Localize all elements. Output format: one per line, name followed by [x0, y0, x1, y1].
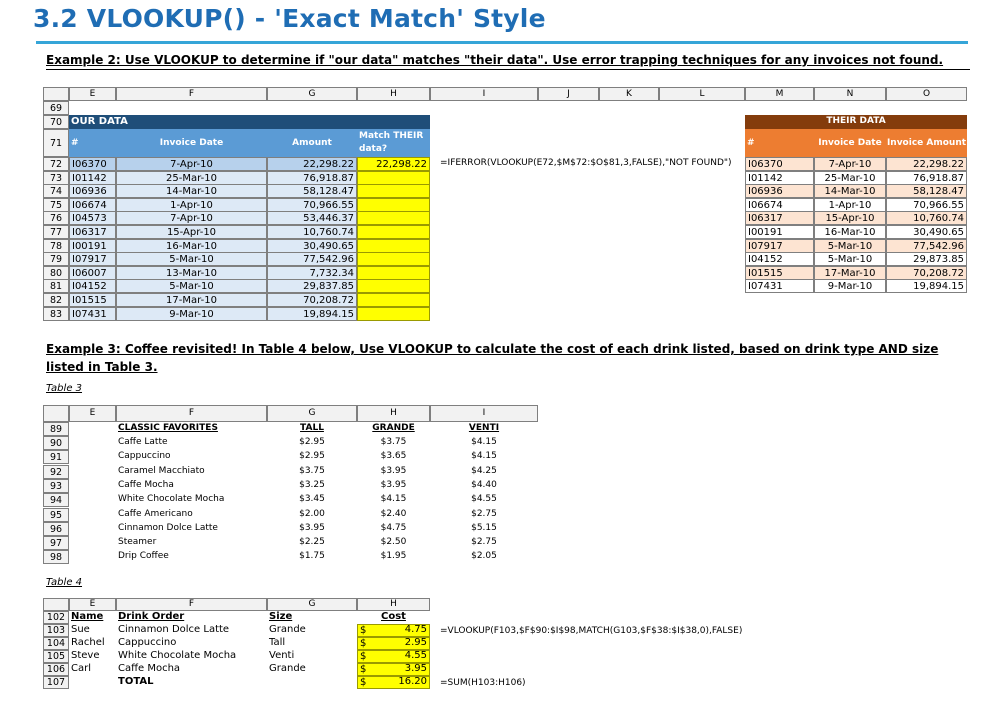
t3-col-header-e[interactable]: E [69, 405, 116, 422]
price-grande[interactable]: $4.15 [380, 494, 407, 505]
our-amount[interactable]: 22,298.22 [267, 157, 357, 171]
row-number[interactable]: 80 [43, 266, 69, 280]
their-invoice-amount[interactable]: 77,542.96 [886, 239, 967, 253]
price-venti[interactable]: $4.25 [471, 465, 497, 476]
t4-col-header-e[interactable]: E [69, 598, 116, 611]
order-cost: 4.75 [404, 624, 427, 635]
order-cost: 3.95 [404, 663, 427, 674]
their-header-amount[interactable]: Invoice Amount [886, 129, 967, 157]
order-drink[interactable]: White Chocolate Mocha [118, 650, 237, 661]
their-invoice-num[interactable]: I04152 [745, 252, 814, 266]
row-number[interactable]: 98 [43, 550, 69, 564]
their-invoice-num[interactable]: I06317 [745, 211, 814, 225]
row-number[interactable]: 95 [43, 508, 69, 522]
price-venti[interactable]: $2.05 [471, 551, 497, 562]
our-amount[interactable]: 7,732.34 [267, 266, 357, 280]
price-tall[interactable]: $1.75 [299, 551, 325, 562]
price-grande[interactable]: $3.95 [380, 479, 407, 490]
example3-heading-line2: listed in Table 3. [46, 360, 158, 374]
their-invoice-date[interactable]: 17-Mar-10 [814, 266, 886, 280]
their-invoice-amount[interactable]: 76,918.87 [886, 171, 967, 185]
their-invoice-amount[interactable]: 19,894.15 [886, 279, 967, 293]
drink-name[interactable]: Caffe Latte [118, 437, 168, 447]
row-number[interactable]: 92 [43, 465, 69, 479]
row-number[interactable]: 103 [43, 624, 69, 637]
order-drink[interactable]: Cinnamon Dolce Latte [118, 624, 230, 635]
row-number[interactable]: 97 [43, 536, 69, 550]
match-cell[interactable] [357, 211, 430, 225]
col-header-e[interactable]: E [69, 87, 116, 101]
row-number[interactable]: 93 [43, 479, 69, 493]
row-number[interactable]: 79 [43, 252, 69, 266]
drink-name[interactable]: Drip Coffee [118, 551, 169, 562]
row-number[interactable]: 72 [43, 157, 69, 171]
our-amount[interactable]: 30,490.65 [267, 239, 357, 253]
t4-header-size[interactable]: Size [269, 611, 293, 622]
row-number[interactable]: 96 [43, 522, 69, 536]
col-header-l[interactable]: L [659, 87, 745, 101]
price-grande[interactable]: $3.75 [380, 437, 407, 447]
row-number[interactable]: 74 [43, 184, 69, 198]
price-venti[interactable]: $2.75 [471, 537, 497, 548]
t3-header-name[interactable]: CLASSIC FAVORITES [118, 423, 218, 433]
row-number[interactable]: 91 [43, 450, 69, 464]
our-invoice-num[interactable]: I04573 [69, 211, 116, 225]
our-invoice-num[interactable]: I06674 [69, 198, 116, 212]
our-invoice-num[interactable]: I06936 [69, 184, 116, 198]
their-invoice-amount[interactable]: 70,966.55 [886, 198, 967, 212]
row-number[interactable]: 73 [43, 171, 69, 185]
their-invoice-date[interactable]: 14-Mar-10 [814, 184, 886, 198]
drink-name[interactable]: Cappuccino [118, 451, 171, 462]
their-invoice-amount[interactable]: 22,298.22 [886, 157, 967, 171]
col-header-j[interactable]: J [538, 87, 599, 101]
drink-name[interactable]: Steamer [118, 537, 157, 548]
match-cell[interactable] [357, 198, 430, 212]
our-invoice-num[interactable]: I04152 [69, 279, 116, 293]
t4-header-cost[interactable]: Cost [381, 611, 406, 622]
col-header-k[interactable]: K [599, 87, 659, 101]
t3-col-header-g[interactable]: G [267, 405, 357, 422]
our-invoice-date[interactable]: 15-Apr-10 [116, 225, 267, 239]
our-invoice-num[interactable]: I07917 [69, 252, 116, 266]
our-invoice-num[interactable]: I07431 [69, 307, 116, 321]
total-cost: 16.20 [398, 676, 427, 687]
match-cell[interactable] [357, 239, 430, 253]
price-tall[interactable]: $2.95 [299, 437, 325, 447]
t4-col-header-h[interactable]: H [357, 598, 430, 611]
order-name[interactable]: Steve [71, 650, 100, 661]
col-header-h[interactable]: H [357, 87, 430, 101]
row-number[interactable]: 102 [43, 611, 69, 624]
price-tall[interactable]: $2.00 [299, 508, 325, 519]
our-amount[interactable]: 29,837.85 [267, 279, 357, 293]
their-invoice-amount[interactable]: 70,208.72 [886, 266, 967, 280]
order-drink[interactable]: Cappuccino [118, 637, 177, 648]
corner-cell[interactable] [43, 87, 69, 101]
row-number[interactable]: 104 [43, 637, 69, 650]
match-cell[interactable] [357, 293, 430, 307]
drink-name[interactable]: Caffe Americano [118, 508, 193, 519]
their-invoice-num[interactable]: I01515 [745, 266, 814, 280]
row-number[interactable]: 71 [43, 129, 69, 157]
our-invoice-date[interactable]: 14-Mar-10 [116, 184, 267, 198]
order-cost: 4.55 [404, 650, 427, 661]
drink-name[interactable]: White Chocolate Mocha [118, 494, 225, 505]
price-venti[interactable]: $4.15 [471, 451, 497, 462]
price-tall[interactable]: $3.75 [299, 465, 325, 476]
cost-formula: =VLOOKUP(F103,$F$90:$I$98,MATCH(G103,$F$38:$I$38,0),FALSE) [440, 626, 743, 636]
their-invoice-num[interactable]: I06674 [745, 198, 814, 212]
their-invoice-num[interactable]: I06370 [745, 157, 814, 171]
price-tall[interactable]: $2.95 [299, 451, 325, 462]
our-invoice-date[interactable]: 16-Mar-10 [116, 239, 267, 253]
our-data-title[interactable]: OUR DATA [69, 115, 430, 129]
order-cost-currency[interactable]: $ [357, 650, 430, 663]
their-invoice-date[interactable]: 1-Apr-10 [814, 198, 886, 212]
our-invoice-date[interactable]: 7-Apr-10 [116, 157, 267, 171]
our-invoice-date[interactable]: 5-Mar-10 [116, 252, 267, 266]
example2-rule [46, 69, 970, 70]
row-number[interactable]: 105 [43, 650, 69, 663]
title-rule [36, 41, 968, 44]
example2-heading: Example 2: Use VLOOKUP to determine if "our data" matches "their data". Use error trapping techniques for any invoices not found. [46, 53, 944, 67]
order-cost-currency[interactable]: $ [357, 637, 430, 650]
t4-header-order[interactable]: Drink Order [118, 611, 185, 622]
order-size[interactable]: Grande [269, 624, 306, 635]
their-invoice-date[interactable]: 25-Mar-10 [814, 171, 886, 185]
their-invoice-date[interactable]: 16-Mar-10 [814, 225, 886, 239]
match-cell[interactable] [357, 225, 430, 239]
order-name[interactable]: Carl [71, 663, 91, 674]
price-tall[interactable]: $3.45 [299, 494, 325, 505]
their-invoice-num[interactable]: I07917 [745, 239, 814, 253]
their-header-num[interactable]: # [745, 129, 814, 157]
price-grande[interactable]: $3.95 [380, 465, 407, 476]
row-number[interactable]: 69 [43, 101, 69, 115]
table4-caption: Table 4 [46, 577, 83, 588]
our-header-match[interactable]: Match THEIR data? [357, 129, 430, 157]
page-title: 3.2 VLOOKUP() - 'Exact Match' Style [33, 4, 546, 33]
their-invoice-date[interactable]: 7-Apr-10 [814, 157, 886, 171]
match-cell[interactable] [357, 307, 430, 321]
corner-cell[interactable] [43, 598, 69, 611]
match-cell[interactable] [357, 266, 430, 280]
price-tall[interactable]: $2.25 [299, 537, 325, 548]
our-invoice-date[interactable]: 9-Mar-10 [116, 307, 267, 321]
example3-heading-line1: Example 3: Coffee revisited! In Table 4 below, Use VLOOKUP to calculate the cost of each drink listed, based on drink type AND size [46, 342, 939, 356]
our-invoice-num[interactable]: I01142 [69, 171, 116, 185]
total-cost-currency[interactable]: $ [357, 676, 430, 689]
our-invoice-num[interactable]: I01515 [69, 293, 116, 307]
row-number[interactable]: 94 [43, 493, 69, 507]
t3-col-header-i[interactable]: I [430, 405, 538, 422]
price-venti[interactable]: $5.15 [471, 522, 497, 533]
match-cell[interactable] [357, 184, 430, 198]
row-number[interactable]: 90 [43, 436, 69, 450]
their-invoice-num[interactable]: I01142 [745, 171, 814, 185]
t3-col-header-f[interactable]: F [116, 405, 267, 422]
col-header-i[interactable]: I [430, 87, 538, 101]
price-grande[interactable]: $4.75 [380, 522, 407, 533]
t3-header-tall[interactable]: TALL [300, 423, 324, 433]
drink-name[interactable]: Caffe Mocha [118, 479, 174, 490]
our-amount[interactable]: 58,128.47 [267, 184, 357, 198]
our-amount[interactable]: 70,966.55 [267, 198, 357, 212]
our-header-num[interactable]: # [69, 129, 116, 157]
our-invoice-date[interactable]: 25-Mar-10 [116, 171, 267, 185]
col-header-m[interactable]: M [745, 87, 814, 101]
price-venti[interactable]: $4.40 [471, 479, 497, 490]
order-size[interactable]: Venti [269, 650, 295, 661]
order-cost-currency[interactable]: $ [357, 624, 430, 637]
row-number[interactable]: 82 [43, 293, 69, 307]
order-name[interactable]: Rachel [71, 637, 105, 648]
order-name[interactable]: Sue [71, 624, 90, 635]
drink-name[interactable]: Cinnamon Dolce Latte [118, 522, 218, 533]
row-number[interactable]: 89 [43, 422, 69, 436]
row-number[interactable]: 77 [43, 225, 69, 239]
order-cost: 2.95 [404, 637, 427, 648]
t4-col-header-f[interactable]: F [116, 598, 267, 611]
t4-header-name[interactable]: Name [71, 611, 104, 622]
our-invoice-num[interactable]: I00191 [69, 239, 116, 253]
col-header-n[interactable]: N [814, 87, 886, 101]
row-number[interactable]: 106 [43, 663, 69, 676]
row-number[interactable]: 76 [43, 211, 69, 225]
row-number[interactable]: 107 [43, 676, 69, 689]
price-grande[interactable]: $1.95 [380, 551, 407, 562]
our-header-date[interactable]: Invoice Date [116, 129, 267, 157]
our-amount[interactable]: 10,760.74 [267, 225, 357, 239]
col-header-o[interactable]: O [886, 87, 967, 101]
our-amount[interactable]: 53,446.37 [267, 211, 357, 225]
our-amount[interactable]: 19,894.15 [267, 307, 357, 321]
their-invoice-num[interactable]: I00191 [745, 225, 814, 239]
their-invoice-date[interactable]: 5-Mar-10 [814, 239, 886, 253]
price-tall[interactable]: $3.95 [299, 522, 325, 533]
their-data-title[interactable]: THEIR DATA [745, 115, 967, 129]
order-size[interactable]: Tall [269, 637, 286, 648]
corner-cell[interactable] [43, 405, 69, 422]
our-amount[interactable]: 77,542.96 [267, 252, 357, 266]
our-invoice-num[interactable]: I06317 [69, 225, 116, 239]
their-invoice-date[interactable]: 5-Mar-10 [814, 252, 886, 266]
our-invoice-date[interactable]: 7-Apr-10 [116, 211, 267, 225]
our-amount[interactable]: 70,208.72 [267, 293, 357, 307]
order-size[interactable]: Grande [269, 663, 306, 674]
total-label[interactable]: TOTAL [118, 676, 154, 687]
our-amount[interactable]: 76,918.87 [267, 171, 357, 185]
match-cell[interactable] [357, 279, 430, 293]
order-cost-currency[interactable]: $ [357, 663, 430, 676]
col-header-g[interactable]: G [267, 87, 357, 101]
t3-col-header-h[interactable]: H [357, 405, 430, 422]
their-invoice-num[interactable]: I07431 [745, 279, 814, 293]
match-cell[interactable]: 22,298.22 [357, 157, 430, 171]
total-formula: =SUM(H103:H106) [440, 678, 526, 688]
row-number[interactable]: 75 [43, 198, 69, 212]
our-invoice-date[interactable]: 13-Mar-10 [116, 266, 267, 280]
their-invoice-amount[interactable]: 30,490.65 [886, 225, 967, 239]
t4-col-header-g[interactable]: G [267, 598, 357, 611]
price-venti[interactable]: $2.75 [471, 508, 497, 519]
price-tall[interactable]: $3.25 [299, 479, 325, 490]
price-venti[interactable]: $4.15 [471, 437, 497, 447]
price-grande[interactable]: $2.50 [380, 537, 407, 548]
t3-header-grande[interactable]: GRANDE [372, 423, 415, 433]
t3-header-venti[interactable]: VENTI [468, 423, 500, 433]
price-grande[interactable]: $2.40 [380, 508, 407, 519]
our-invoice-date[interactable]: 17-Mar-10 [116, 293, 267, 307]
their-invoice-date[interactable]: 15-Apr-10 [814, 211, 886, 225]
vlookup-formula: =IFERROR(VLOOKUP(E72,$M$72:$O$81,3,FALSE),"NOT FOUND") [440, 158, 732, 168]
their-invoice-amount[interactable]: 29,873.85 [886, 252, 967, 266]
drink-name[interactable]: Caramel Macchiato [118, 465, 205, 476]
our-invoice-num[interactable]: I06007 [69, 266, 116, 280]
our-invoice-date[interactable]: 5-Mar-10 [116, 279, 267, 293]
our-invoice-num[interactable]: I06370 [69, 157, 116, 171]
our-header-amount[interactable]: Amount [267, 129, 357, 157]
their-header-date[interactable]: Invoice Date [814, 129, 886, 157]
row-number[interactable]: 78 [43, 239, 69, 253]
row-number[interactable]: 81 [43, 279, 69, 293]
their-invoice-amount[interactable]: 58,128.47 [886, 184, 967, 198]
their-invoice-amount[interactable]: 10,760.74 [886, 211, 967, 225]
their-invoice-num[interactable]: I06936 [745, 184, 814, 198]
our-invoice-date[interactable]: 1-Apr-10 [116, 198, 267, 212]
table3-caption: Table 3 [46, 383, 83, 394]
price-venti[interactable]: $4.55 [471, 494, 497, 505]
price-grande[interactable]: $3.65 [380, 451, 407, 462]
match-cell[interactable] [357, 252, 430, 266]
order-drink[interactable]: Caffe Mocha [118, 663, 181, 674]
row-number[interactable]: 83 [43, 307, 69, 321]
row-number[interactable]: 70 [43, 115, 69, 129]
col-header-f[interactable]: F [116, 87, 267, 101]
match-cell[interactable] [357, 171, 430, 185]
their-invoice-date[interactable]: 9-Mar-10 [814, 279, 886, 293]
